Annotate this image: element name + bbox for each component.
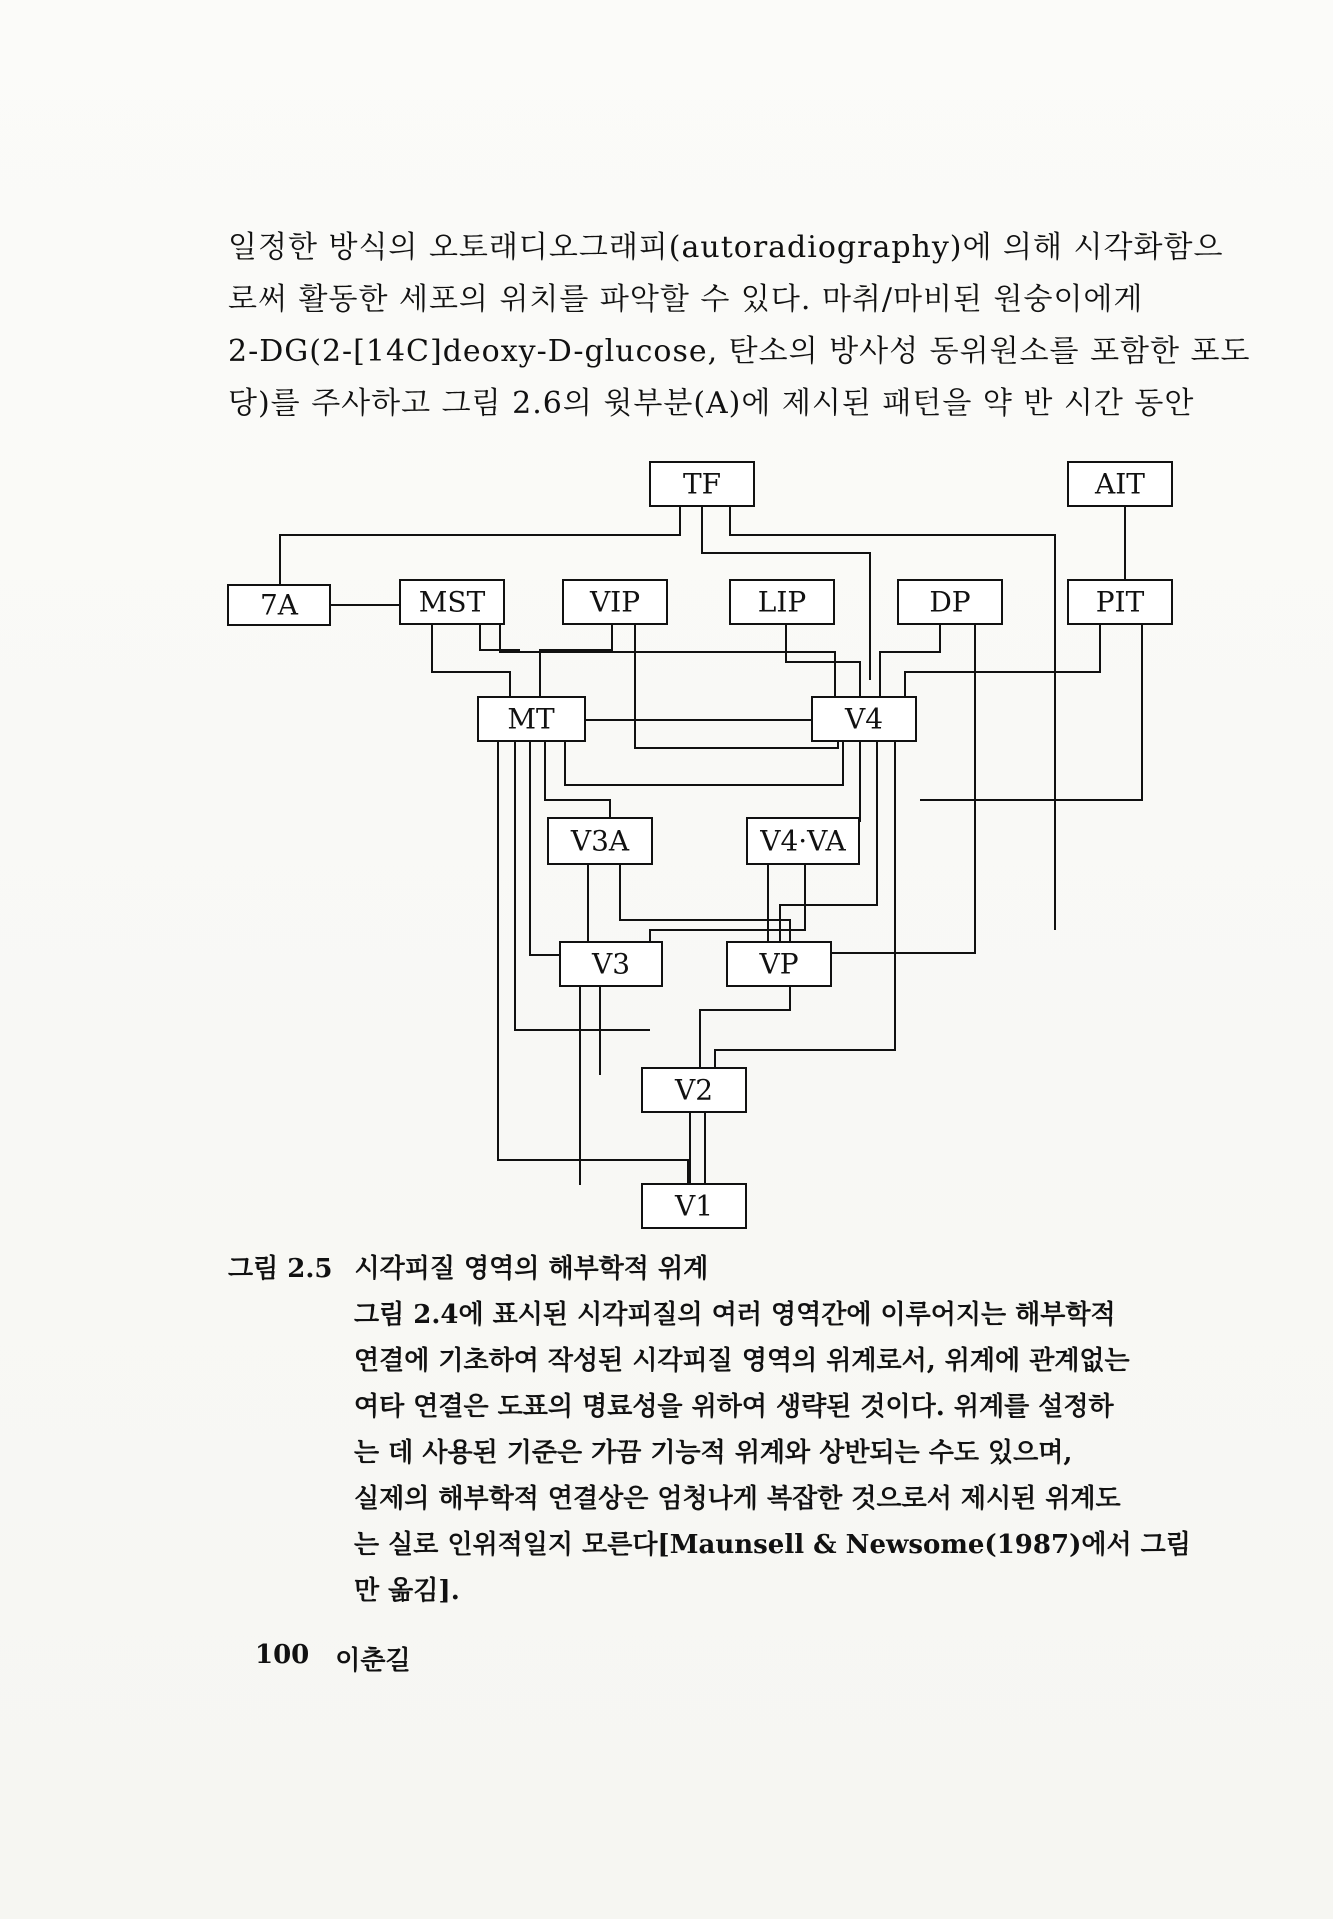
- wire: [280, 507, 680, 590]
- node-vp: [727, 942, 831, 986]
- wire: [432, 625, 510, 700]
- wire: [700, 985, 790, 1075]
- node-7a: [228, 585, 330, 625]
- node-mst: [400, 580, 504, 624]
- caption-line: 만 옮김].: [354, 1576, 460, 1606]
- node-dp: [898, 580, 1002, 624]
- node-v3a: [548, 818, 652, 864]
- node-label: V1: [674, 1189, 714, 1223]
- caption-line: 여타 연결은 도표의 명료성을 위하여 생략된 것이다. 위계를 설정하: [354, 1392, 1114, 1422]
- node-lip: [730, 580, 834, 624]
- node-v1: [642, 1184, 746, 1228]
- caption-line: 는 데 사용된 기준은 가끔 기능적 위계와 상반되는 수도 있으며,: [354, 1438, 1073, 1468]
- wire: [905, 625, 1100, 700]
- wire: [920, 625, 1142, 800]
- wire: [786, 625, 860, 700]
- node-label: V3: [591, 947, 631, 981]
- node-tf: [650, 462, 754, 506]
- wire: [620, 863, 790, 945]
- node-label: V4: [844, 702, 884, 736]
- body-line: 일정한 방식의 오토래디오그래피(autoradiography)에 의해 시각화함으: [228, 230, 1224, 265]
- node-pit: [1068, 580, 1172, 624]
- node-vip: [563, 580, 667, 624]
- node-v4: [812, 697, 916, 741]
- node-v4va: [747, 818, 859, 864]
- node-label: VIP: [589, 585, 641, 619]
- node-v3: [560, 942, 662, 986]
- caption-line: 는 실로 인위적일지 모른다[Maunsell & Newsome(1987)에서 그림: [354, 1530, 1191, 1560]
- running-author: 이춘길: [335, 1646, 411, 1676]
- node-label: AIT: [1095, 467, 1145, 501]
- node-mt: [478, 697, 585, 741]
- node-label: V4·VA: [760, 824, 846, 858]
- figure-caption: [228, 1246, 1191, 1614]
- node-label: PIT: [1095, 585, 1145, 619]
- wire: [565, 740, 843, 785]
- node-label: LIP: [757, 585, 807, 619]
- node-label: VP: [759, 947, 799, 981]
- body-line: 당)를 주사하고 그림 2.6의 윗부분(A)에 제시된 패턴을 약 반 시간 동안: [228, 386, 1195, 421]
- node-label: 7A: [259, 588, 299, 622]
- node-label: MT: [507, 702, 555, 736]
- figure-title: 시각피질 영역의 해부학적 위계: [354, 1254, 709, 1284]
- node-label: MST: [418, 585, 486, 619]
- caption-heading: [228, 1246, 1188, 1292]
- body-line: 로써 활동한 세포의 위치를 파악할 수 있다. 마취/마비된 원숭이에게: [228, 282, 1144, 317]
- node-label: DP: [929, 585, 971, 619]
- wire: [500, 625, 835, 700]
- body-line: 2-DG(2-[14C]deoxy-D-glucose, 탄소의 방사성 동위원소를 포함한 포도: [228, 334, 1251, 369]
- node-ait: [1068, 462, 1172, 506]
- node-label: V3A: [570, 824, 630, 858]
- figure-number: 그림 2.5: [228, 1254, 333, 1284]
- wire: [545, 740, 610, 822]
- wire: [540, 625, 612, 700]
- node-label: TF: [682, 467, 722, 501]
- page-footer: [255, 1640, 411, 1677]
- wire: [880, 625, 940, 700]
- caption-body: [354, 1292, 1191, 1614]
- node-label: V2: [674, 1073, 714, 1107]
- node-v2: [642, 1068, 746, 1112]
- caption-line: 그림 2.4에 표시된 시각피질의 여러 영역간에 이루어지는 해부학적: [354, 1300, 1116, 1330]
- wire: [635, 625, 838, 748]
- wire: [805, 625, 975, 953]
- caption-line: 연결에 기초하여 작성된 시각피질 영역의 위계로서, 위계에 관계없는: [354, 1346, 1130, 1376]
- caption-line: 실제의 해부학적 연결상은 엄청나게 복잡한 것으로서 제시된 위계도: [354, 1484, 1121, 1514]
- page-number: 100: [255, 1640, 310, 1670]
